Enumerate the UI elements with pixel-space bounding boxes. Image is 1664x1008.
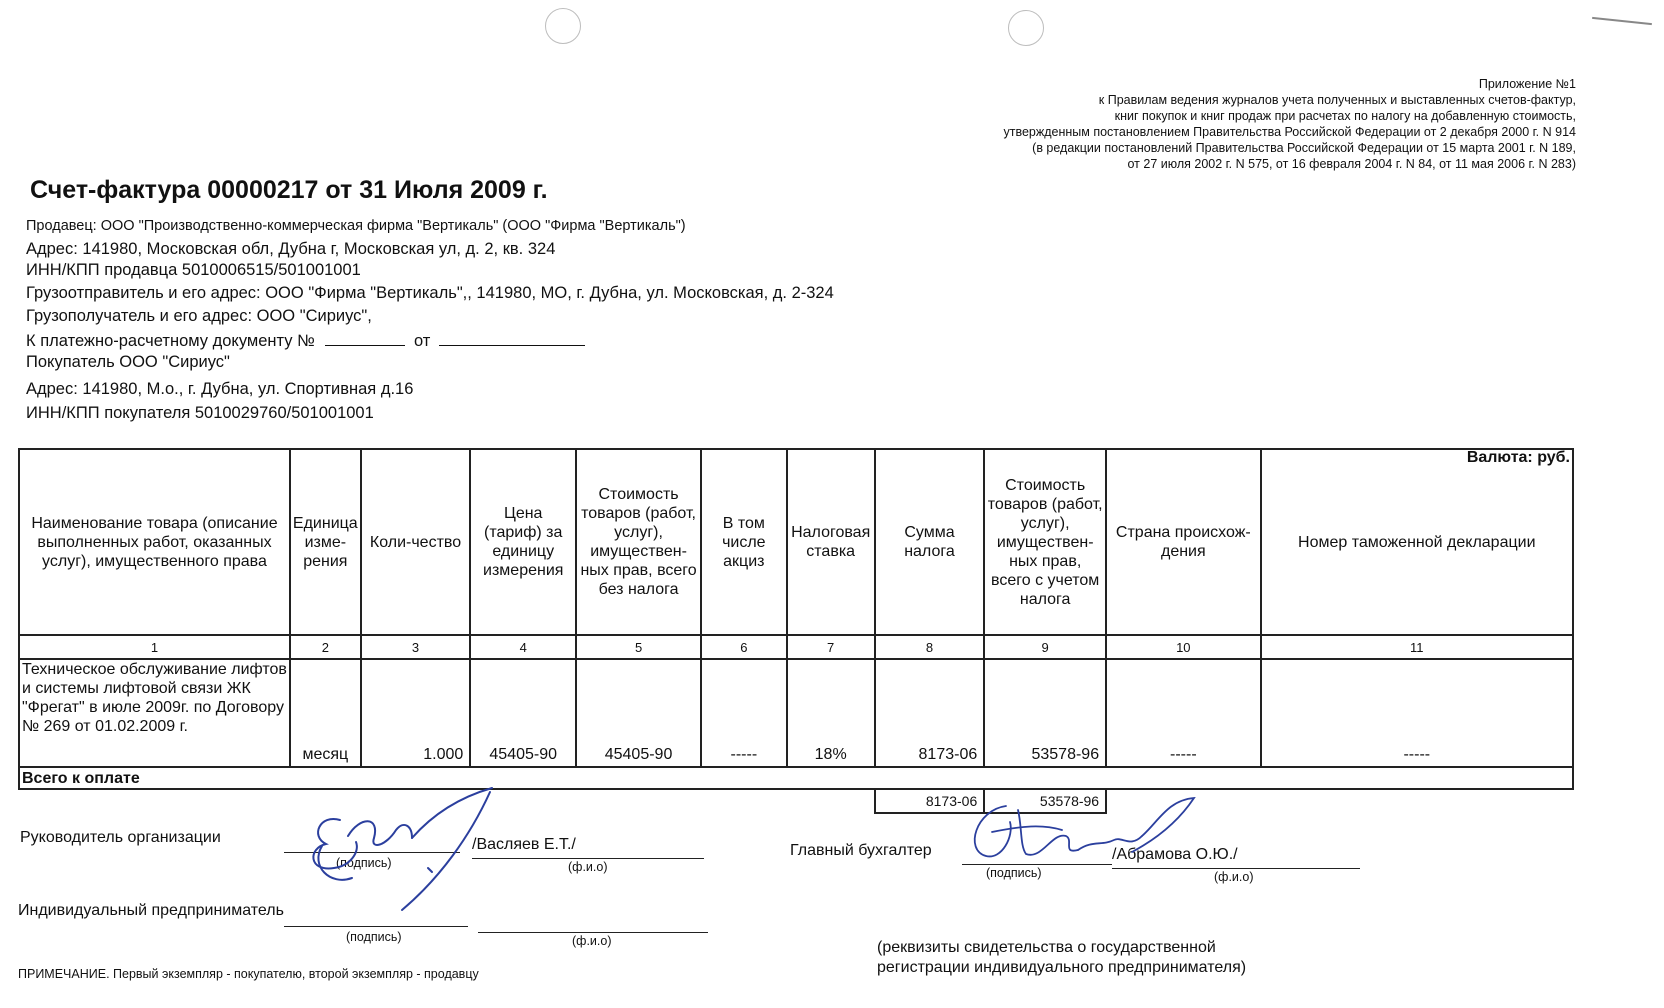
appendix-line: (в редакции постановлений Правительства Российской Федерации от 15 марта 2001 г. N 189, [1032,141,1576,155]
entrepreneur-fio-caption: (ф.и.о) [572,934,612,948]
director-sign-caption: (подпись) [336,856,392,870]
appendix-line: от 27 июля 2002 г. N 575, от 16 февраля 2004 г. N 84, от 11 мая 2006 г. N 283) [1127,157,1576,171]
item-price: 45405-90 [470,659,576,767]
buyer-address: Адрес: 141980, М.о., г. Дубна, ул. Спортивная д.16 [26,380,414,398]
total-label: Всего к оплате [19,767,1573,789]
entrepreneur-sign-caption: (подпись) [346,930,402,944]
appendix-line: книг покупок и книг продаж при расчетах по налогу на добавленную стоимость, [1114,109,1576,123]
column-number-row [19,635,1573,659]
column-number: 4 [470,635,576,659]
column-number: 1 [19,635,290,659]
punch-hole [545,8,581,44]
column-number: 6 [701,635,787,659]
column-number: 3 [361,635,471,659]
item-unit: месяц [290,659,361,767]
item-cost-without-tax: 45405-90 [576,659,701,767]
column-header: Стоимость товаров (работ, услуг), имуществен-ных прав, всего без налога [576,449,701,635]
item-quantity: 1.000 [361,659,471,767]
column-number: 9 [984,635,1106,659]
total-with-tax: 53578-96 [984,789,1106,813]
payment-doc-number-line [325,331,405,346]
column-header: Стоимость товаров (работ, услуг), имуществен-ных прав, всего с учетом налога [984,449,1106,635]
column-number: 7 [787,635,875,659]
item-cost-with-tax: 53578-96 [984,659,1106,767]
accountant-signature [962,796,1202,876]
director-name: /Васляев Е.Т./ [472,836,576,853]
appendix-line: Приложение №1 [1478,77,1576,91]
payment-document [26,331,585,351]
invoice-title: Счет-фактура 00000217 от 31 Июля 2009 г. [30,176,548,204]
column-header: Сумма налога [875,449,985,635]
item-description: Техническое обслуживание лифтов и системы лифтовой связи ЖК "Фрегат" в июле 2009г. по Договору № 269 от 01.02.2009 г. [19,659,290,767]
item-tax-amount: 8173-06 [875,659,985,767]
column-header: Коли-чество [361,449,471,635]
column-header: В том числе акциз [701,449,787,635]
director-fio-line [472,858,704,859]
column-number: 10 [1106,635,1260,659]
currency-label: Валюта: руб. [1466,449,1570,466]
appendix-note [1003,76,1576,172]
item-country: ----- [1106,659,1260,767]
seller-inn: ИНН/КПП продавца 5010006515/501001001 [26,261,361,279]
shipper: Грузоотправитель и его адрес: ООО "Фирма "Вертикаль",, 141980, МО, г. Дубна, ул. Московская, д. 2-324 [26,284,834,302]
total-tax: 8173-06 [875,789,985,813]
buyer: Покупатель ООО "Сириус" [26,353,230,371]
total-values-row [19,789,1573,813]
column-number: 8 [875,635,985,659]
column-number: 11 [1261,635,1573,659]
payment-doc-from: от [413,332,431,350]
total-row [19,767,1573,789]
entrepreneur-label: Индивидуальный предприниматель [18,902,284,919]
buyer-inn: ИНН/КПП покупателя 5010029760/501001001 [26,404,374,422]
entrepreneur-fio-line [478,932,708,933]
scan-mark [1592,17,1652,25]
accountant-label: Главный бухгалтер [790,842,932,859]
entrepreneur-sign-line [284,926,468,927]
accountant-sign-caption: (подпись) [986,866,1042,880]
appendix-line: к Правилам ведения журналов учета полученных и выставленных счетов-фактур, [1098,93,1576,107]
column-number: 5 [576,635,701,659]
seller-address: Адрес: 141980, Московская обл, Дубна г, Московская ул, д. 2, кв. 324 [26,240,556,258]
column-header: Единица изме-рения [290,449,361,635]
entrepreneur-requisites: (реквизиты свидетельства о государственной регистрации индивидуального предпринимателя) [877,939,1247,976]
payment-doc-label: К платежно-расчетному документу № [26,332,315,350]
table-header-row [19,449,1573,635]
payment-doc-date-line [439,331,585,346]
accountant-name: /Абрамова О.Ю./ [1112,846,1238,863]
accountant-fio-caption: (ф.и.о) [1214,870,1254,884]
director-label: Руководитель организации [20,829,221,846]
table-row [19,659,1573,767]
item-excise: ----- [701,659,787,767]
column-header: Наименование товара (описание выполненных работ, оказанных услуг), имущественного права [19,449,290,635]
invoice-table [18,448,1574,814]
column-number: 2 [290,635,361,659]
seller: Продавец: ООО "Производственно-коммерческая фирма "Вертикаль" (ООО "Фирма "Вертикаль") [26,218,686,234]
item-customs-declaration: ----- [1261,659,1573,767]
consignee: Грузополучатель и его адрес: ООО "Сириус", [26,307,372,325]
column-header: Налоговая ставка [787,449,875,635]
appendix-line: утвержденным постановлением Правительства Российской Федерации от 2 декабря 2000 г. N 914 [1003,125,1576,139]
director-signature [300,786,500,916]
column-header: Страна происхож-дения [1106,449,1260,635]
punch-hole [1008,10,1044,46]
item-tax-rate: 18% [787,659,875,767]
column-header: Номер таможенной декларации [1261,449,1573,635]
footer-note: ПРИМЕЧАНИЕ. Первый экземпляр - покупателю, второй экземпляр - продавцу [18,967,479,981]
director-fio-caption: (ф.и.о) [568,860,608,874]
column-header: Цена (тариф) за единицу измерения [470,449,576,635]
